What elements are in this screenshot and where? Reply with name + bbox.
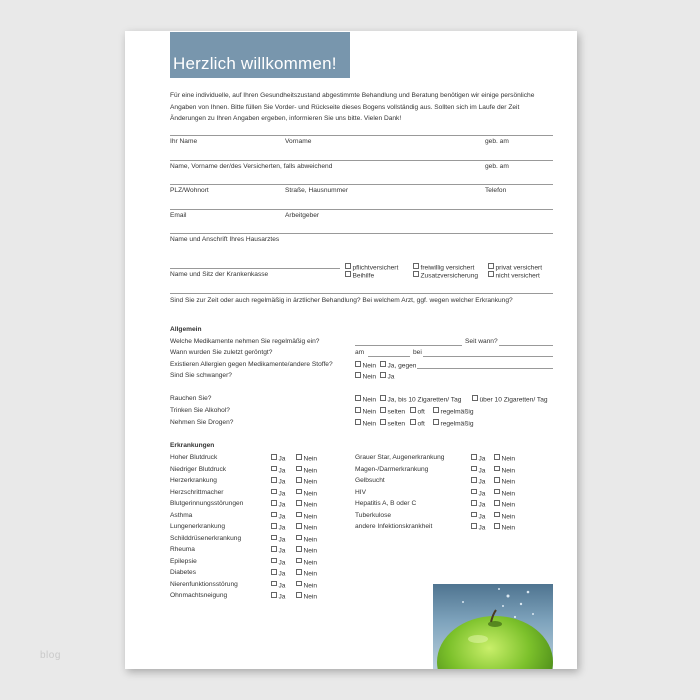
option-freiwillig[interactable]: freiwillig versichert (413, 263, 474, 272)
checkbox-icon (494, 512, 500, 518)
checkbox-icon (296, 477, 302, 483)
checkbox-icon (271, 477, 277, 483)
rauchen-question: Rauchen Sie? (170, 395, 212, 402)
checkbox-icon (271, 466, 277, 472)
geb-am-label-1: geb. am (485, 138, 509, 145)
checkbox-icon (410, 407, 416, 413)
rauchen-nein[interactable]: Nein (355, 395, 376, 404)
checkbox-icon (296, 535, 302, 541)
am-label: am (355, 349, 365, 356)
disease-option-nein[interactable]: Nein (494, 466, 515, 475)
disease-option-nein[interactable]: Nein (494, 489, 515, 498)
disease-option-nein[interactable]: Nein (296, 466, 317, 475)
disease-option-nein[interactable]: Nein (296, 500, 317, 509)
checkbox-icon (413, 271, 419, 277)
checkbox-icon (271, 489, 277, 495)
disease-label: Nierenfunktionsstörung (170, 580, 238, 588)
disease-option-ja[interactable]: Ja (271, 500, 285, 509)
checkbox-icon (494, 489, 500, 495)
checkbox-icon (433, 419, 439, 425)
disease-label: Schilddrüsenerkrankung (170, 534, 242, 542)
email-label: Email (170, 212, 187, 219)
allergien-ja-gegen[interactable]: Ja, gegen (380, 361, 416, 370)
disease-option-ja[interactable]: Ja (471, 523, 485, 532)
allergien-line[interactable] (417, 368, 553, 369)
disease-option-ja[interactable]: Ja (271, 581, 285, 590)
disease-label: Gelbsucht (355, 477, 385, 484)
seit-wann-line[interactable] (499, 345, 553, 346)
checkbox-icon (271, 535, 277, 541)
disease-option-ja[interactable]: Ja (271, 454, 285, 463)
treatment-line[interactable] (170, 293, 553, 294)
medikamente-question: Welche Medikamente nehmen Sie regelmäßig ein? (170, 338, 320, 345)
telefon-label: Telefon (485, 187, 507, 194)
disease-option-nein[interactable]: Nein (494, 454, 515, 463)
drogen-oft[interactable]: oft (410, 419, 425, 428)
checkbox-icon (296, 512, 302, 518)
disease-label: Herzerkrankung (170, 477, 217, 484)
rauchen-bis-10[interactable]: Ja, bis 10 Zigaretten/ Tag (380, 395, 461, 404)
disease-label: Grauer Star, Augenerkrankung (355, 454, 445, 461)
disease-option-nein[interactable]: Nein (296, 546, 317, 555)
seit-wann-label: Seit wann? (465, 338, 498, 345)
checkbox-icon (433, 407, 439, 413)
checkbox-icon (271, 592, 277, 598)
checkbox-icon (494, 466, 500, 472)
disease-option-ja[interactable]: Ja (271, 466, 285, 475)
checkbox-icon (271, 558, 277, 564)
disease-label: Hoher Blutdruck (170, 454, 218, 461)
checkbox-icon (355, 419, 361, 425)
schwanger-question: Sind Sie schwanger? (170, 372, 232, 379)
watermark: blog (40, 650, 61, 661)
disease-option-ja[interactable]: Ja (271, 489, 285, 498)
checkbox-icon (413, 263, 419, 269)
disease-option-ja[interactable]: Ja (471, 466, 485, 475)
checkbox-icon (355, 361, 361, 367)
disease-option-nein[interactable]: Nein (296, 592, 317, 601)
page-title: Herzlich willkommen! (173, 54, 337, 73)
disease-option-nein[interactable]: Nein (494, 500, 515, 509)
option-beihilfe[interactable]: Beihilfe (345, 271, 374, 280)
checkbox-icon (472, 395, 478, 401)
checkbox-icon (494, 477, 500, 483)
versicherter-label: Name, Vorname der/des Versicherten, falls abweichend (170, 163, 333, 170)
disease-label: Rheuma (170, 546, 195, 553)
checkbox-icon (345, 271, 351, 277)
disease-label: andere Infektionskrankheit (355, 523, 433, 530)
disease-option-nein[interactable]: Nein (296, 535, 317, 544)
checkbox-icon (296, 558, 302, 564)
option-privat[interactable]: privat versichert (488, 263, 542, 272)
checkbox-icon (271, 512, 277, 518)
checkbox-icon (271, 581, 277, 587)
checkbox-icon (488, 263, 494, 269)
disease-option-nein[interactable]: Nein (494, 523, 515, 532)
medikamente-line[interactable] (355, 345, 462, 346)
disease-option-nein[interactable]: Nein (494, 477, 515, 486)
checkbox-icon (410, 419, 416, 425)
alkohol-selten[interactable]: selten (380, 407, 405, 416)
schwanger-ja[interactable]: Ja (380, 372, 394, 381)
disease-option-ja[interactable]: Ja (471, 489, 485, 498)
checkbox-icon (471, 454, 477, 460)
checkbox-icon (271, 454, 277, 460)
disease-label: Magen-/Darmerkrankung (355, 465, 429, 473)
arbeitgeber-label: Arbeitgeber (285, 212, 320, 219)
name-line[interactable] (170, 135, 553, 136)
disease-option-ja[interactable]: Ja (471, 477, 485, 486)
disease-option-nein[interactable]: Nein (296, 477, 317, 486)
address-line[interactable] (170, 184, 553, 185)
disease-option-nein[interactable]: Nein (296, 454, 317, 463)
bei-label: bei (413, 349, 422, 356)
krankenkasse-line[interactable] (170, 268, 340, 269)
disease-label: Epilepsie (170, 557, 197, 565)
disease-label: Lungenerkrankung (170, 523, 225, 530)
checkbox-icon (471, 523, 477, 529)
disease-label: Tuberkulose (355, 511, 392, 519)
checkbox-icon (380, 395, 386, 401)
drogen-regelmaessig[interactable]: regelmäßig (433, 419, 473, 428)
allergien-question: Existieren Allergien gegen Medikamente/andere Stoffe? (170, 361, 333, 368)
checkbox-icon (296, 569, 302, 575)
title-banner (170, 32, 350, 78)
checkbox-icon (271, 546, 277, 552)
checkbox-icon (355, 395, 361, 401)
strasse-label: Straße, Hausnummer (285, 187, 349, 194)
checkbox-icon (471, 512, 477, 518)
hausarzt-label: Name und Anschrift Ihres Hausarztes (170, 236, 280, 243)
disease-label: Hepatitis A, B oder C (355, 500, 417, 507)
checkbox-icon (471, 489, 477, 495)
alkohol-oft[interactable]: oft (410, 407, 425, 416)
disease-option-ja[interactable]: Ja (471, 454, 485, 463)
plz-label: PLZ/Wohnort (170, 187, 209, 194)
checkbox-icon (296, 581, 302, 587)
erkrankungen-heading: Erkrankungen (170, 442, 215, 449)
disease-option-nein[interactable]: Nein (296, 512, 317, 521)
checkbox-icon (494, 454, 500, 460)
checkbox-icon (380, 419, 386, 425)
disease-label: Herzschrittmacher (170, 488, 224, 496)
rauchen-ueber-10[interactable]: über 10 Zigaretten/ Tag (472, 395, 548, 404)
disease-option-ja[interactable]: Ja (271, 523, 285, 532)
drogen-selten[interactable]: selten (380, 419, 405, 428)
checkbox-icon (296, 489, 302, 495)
checkbox-icon (488, 271, 494, 277)
krankenkasse-label: Name und Sitz der Krankenkasse (170, 271, 269, 278)
email-line[interactable] (170, 209, 553, 210)
intro-text: Für eine individuelle, auf Ihren Gesundheitszustand abgestimmte Behandlung und Beratung benötigen wir einige persönliche Angaben von Ihnen. Bitte füllen Sie Vorder- und Rückseite dieses Bogens vollständig aus. Sollten sich im Laufe der Zeit Änderungen zu Ihren Angaben ergeben, informieren Sie uns bitte. Vielen Dank! (170, 92, 535, 122)
checkbox-icon (296, 466, 302, 472)
disease-label: HIV (355, 488, 366, 496)
drogen-question: Nehmen Sie Drogen? (170, 419, 234, 426)
drogen-nein[interactable]: Nein (355, 419, 376, 428)
disease-option-nein[interactable]: Nein (296, 489, 317, 498)
bei-line[interactable] (423, 356, 553, 357)
disease-option-ja[interactable]: Ja (271, 535, 285, 544)
disease-label: Asthma (170, 511, 193, 519)
disease-option-ja[interactable]: Ja (271, 546, 285, 555)
checkbox-icon (271, 569, 277, 575)
allgemein-heading: Allgemein (170, 326, 202, 333)
checkbox-icon (271, 500, 277, 506)
vorname-label: Vorname (285, 138, 312, 145)
disease-option-nein[interactable]: Nein (296, 523, 317, 532)
hausarzt-line[interactable] (170, 233, 553, 234)
disease-label: Diabetes (170, 569, 197, 576)
checkbox-icon (380, 372, 386, 378)
option-pflichtversichert[interactable]: pflichtversichert (345, 263, 398, 272)
checkbox-icon (296, 592, 302, 598)
checkbox-icon (355, 372, 361, 378)
disease-option-ja[interactable]: Ja (471, 512, 485, 521)
am-line[interactable] (368, 356, 410, 357)
checkbox-icon (296, 546, 302, 552)
roentgen-question: Wann wurden Sie zuletzt geröntgt? (170, 349, 273, 356)
disease-option-ja[interactable]: Ja (271, 592, 285, 601)
allergien-nein[interactable]: Nein (355, 361, 376, 370)
checkbox-icon (471, 477, 477, 483)
ihr-name-label: Ihr Name (170, 138, 198, 145)
disease-option-nein[interactable]: Nein (296, 569, 317, 578)
disease-option-ja[interactable]: Ja (271, 512, 285, 521)
disease-option-nein[interactable]: Nein (296, 558, 317, 567)
apple-image (433, 584, 553, 669)
checkbox-icon (296, 523, 302, 529)
checkbox-icon (494, 523, 500, 529)
checkbox-icon (471, 466, 477, 472)
checkbox-icon (355, 407, 361, 413)
alkohol-question: Trinken Sie Alkohol? (170, 407, 230, 414)
geb-am-label-2: geb. am (485, 163, 509, 170)
disease-option-ja[interactable]: Ja (271, 558, 285, 567)
treatment-question: Sind Sie zur Zeit oder auch regelmäßig in ärztlicher Behandlung? Bei welchem Arzt, ggf. wegen welcher Erkrankung? (170, 297, 513, 304)
disease-option-ja[interactable]: Ja (271, 569, 285, 578)
disease-option-ja[interactable]: Ja (471, 500, 485, 509)
form-page (125, 31, 577, 669)
checkbox-icon (380, 407, 386, 413)
checkbox-icon (296, 454, 302, 460)
disease-option-ja[interactable]: Ja (271, 477, 285, 486)
disease-label: Blutgerinnungsstörungen (170, 500, 244, 507)
apple-photo (433, 584, 553, 669)
checkbox-icon (494, 500, 500, 506)
option-nicht-versichert[interactable]: nicht versichert (488, 271, 540, 280)
disease-label: Niedriger Blutdruck (170, 465, 227, 473)
disease-option-nein[interactable]: Nein (494, 512, 515, 521)
disease-label: Ohnmachtsneigung (170, 592, 228, 599)
schwanger-nein[interactable]: Nein (355, 372, 376, 381)
checkbox-icon (271, 523, 277, 529)
checkbox-icon (345, 263, 351, 269)
checkbox-icon (380, 361, 386, 367)
option-zusatzversicherung[interactable]: Zusatzversicherung (413, 271, 478, 280)
checkbox-icon (471, 500, 477, 506)
versicherter-line[interactable] (170, 160, 553, 161)
alkohol-regelmaessig[interactable]: regelmäßig (433, 407, 473, 416)
disease-option-nein[interactable]: Nein (296, 581, 317, 590)
alkohol-nein[interactable]: Nein (355, 407, 376, 416)
checkbox-icon (296, 500, 302, 506)
